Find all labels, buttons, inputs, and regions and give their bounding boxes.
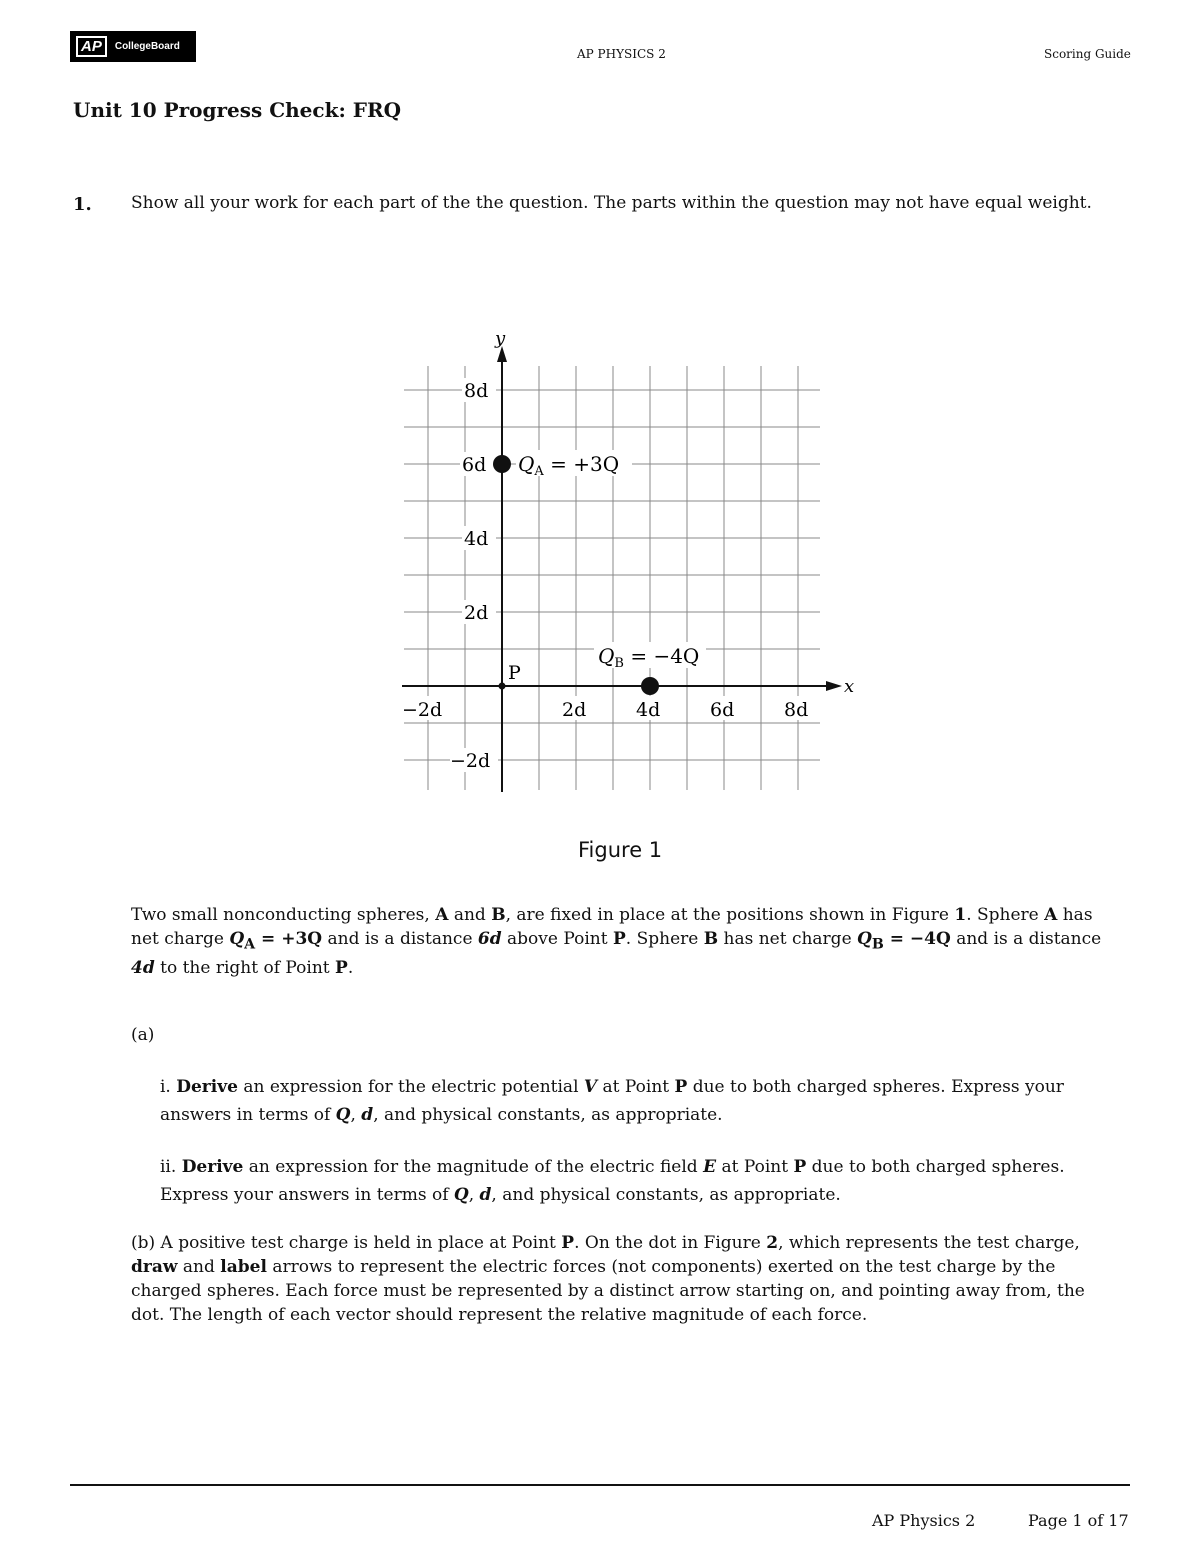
y-tick-label: 8d — [464, 380, 489, 402]
footer-rule — [70, 1484, 1130, 1486]
part-a-i: i. Derive an expression for the electric potential V at Point P due to both charged spheres. Express your answers in terms of Q, d, and physical constants, as appropriate. — [160, 1077, 1064, 1125]
header-guide: Scoring Guide — [1044, 47, 1131, 61]
point-p-dot — [499, 683, 506, 690]
y-axis-label: y — [495, 328, 506, 349]
question-number: 1. — [73, 194, 92, 215]
part-b-paragraph: (b) A positive test charge is held in place at Point P. On the dot in Figure 2, which represents the test charge, draw and label arrows to represent the electric forces (not components) exerted on the test charge by the charged spheres. Each force must be represented by a distinct arrow starting on, and pointing away from, the dot. The length of each vector should represent the relative magnitude of each force. — [131, 1233, 1085, 1325]
question-instruction: Show all your work for each part of the the question. The parts within the question may not have equal weight. — [131, 193, 1092, 213]
x-axis-label: x — [844, 676, 855, 697]
charge-a-sphere — [493, 455, 511, 473]
y-tick-label: 4d — [464, 528, 489, 550]
college-board-logo — [70, 31, 196, 62]
x-axis-arrow — [826, 681, 842, 691]
charge-b-label: $Q_B = -4Q$ — [598, 644, 700, 671]
intro-paragraph: Two small nonconducting spheres, A and B, are fixed in place at the positions shown in Figure 1. Sphere A has net charge $Q_A = +3Q$ and is a distance 6d above Point P. Sphere B has net charge $Q_B = -4Q$ and is a distance 4d to the right of Point P. — [131, 905, 1102, 979]
header-course: AP PHYSICS 2 — [577, 47, 666, 61]
y-tick-label: 2d — [464, 602, 489, 624]
charge-b-sphere — [641, 677, 659, 695]
charge-a-label: $Q_A = +3Q$ — [518, 452, 620, 479]
x-tick-label: 2d — [562, 699, 587, 721]
x-tick-label: −2d — [402, 699, 443, 721]
footer-page-number: Page 1 of 17 — [1028, 1511, 1129, 1530]
x-tick-label: 4d — [636, 699, 661, 721]
page-title: Unit 10 Progress Check: FRQ — [73, 98, 402, 122]
grid — [404, 366, 820, 790]
logo-ap: AP — [76, 36, 107, 57]
figure-1-graph — [390, 320, 860, 800]
logo-collegeboard: CollegeBoard — [114, 41, 180, 52]
x-tick-label: 6d — [710, 699, 735, 721]
y-tick-label: 6d — [462, 454, 487, 476]
point-p-label: P — [508, 662, 521, 684]
footer-course: AP Physics 2 — [872, 1511, 976, 1530]
x-tick-label: 8d — [784, 699, 809, 721]
y-tick-label: −2d — [450, 750, 491, 772]
part-a-ii: ii. Derive an expression for the magnitude of the electric field E at Point P due to both charged spheres. Express your answers in terms of Q, d, and physical constants, as appropriate. — [160, 1157, 1065, 1205]
part-a-label: (a) — [131, 1025, 155, 1045]
figure-caption: Figure 1 — [578, 838, 663, 862]
